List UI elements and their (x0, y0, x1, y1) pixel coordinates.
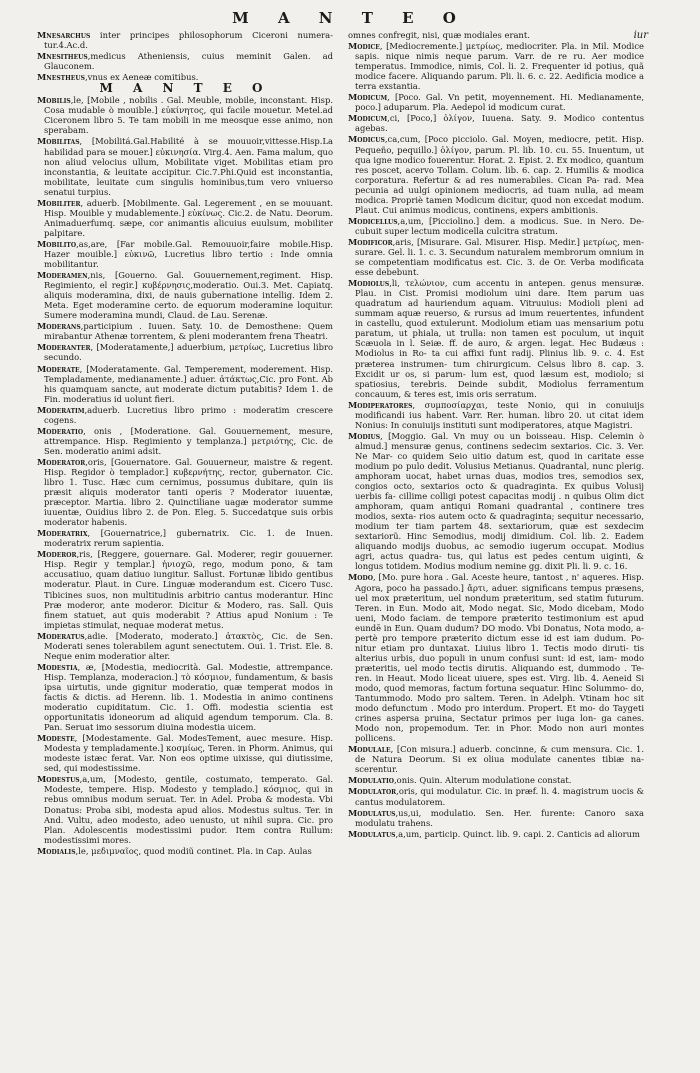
dictionary-entry (37, 549, 333, 629)
entry-headword: Moderanter (37, 342, 91, 353)
entry-definition: ,medicus Atheniensis, cuius meminit Galen. ad Glauconem. (44, 51, 333, 72)
entry-headword: Mobiliter (37, 197, 81, 208)
entry-definition: , [Moderatamente. Gal. Temperement, moderement. Hisp. Templadamente, medianamente.] aduer. ἀτάκτως,Cic. pro Font. Ab his quamquam sancte, aut moderate dictum putabitis? Idem 1. de Fin. moderatius id uolunt fieri. (44, 363, 333, 404)
entry-headword: Moderatrix (37, 528, 88, 539)
entry-definition: ,oris, [Gouernatore. Gal. Gouuerneur, maistre & regent. Hisp. Regidor ò templador.] κυβερνήτης, rector, gubernator. Cic. libro 1. Tusc. Hæc cum cernimus, possumus dubitare, quin iis præsit aliquis moderator tanti operis ? Moderator iuuentæ, præceptor. Martia. libro 2. Quinctiliane uagæ moderator summe iuuentæ, Ouidius libro 2. de Pon. Eleg. 5. Succedatque suis orbis moderator habenis. (44, 456, 333, 528)
entry-definition: ,a,um, particip. Quinct. lib. 9. capi. 2. Canticis ad aliorum (395, 828, 640, 839)
entry-headword: Moderamen (37, 270, 88, 281)
dictionary-entry (37, 774, 333, 844)
entry-headword: Modicellus (348, 215, 398, 226)
entry-headword: Modulale (348, 744, 391, 755)
entry-definition: , [Modestamente. Gal. ModesTement, auec mesure. Hisp. Modesta y templadamente.] κοσμίως, Teren. in Phorm. Animus, qui modeste istæc ferat. Var. Non eos optime uixisse, qui diutissime, sed, qui modestissime. (44, 733, 333, 774)
dictionary-entry (348, 572, 644, 743)
entry-definition: , onis , [Moderatione. Gal. Gouuernement, mesure, attrempance. Hisp. Regimiento y templanza.] μετριότης, Cic. de Sen. moderatio animi adsit. (44, 425, 333, 456)
dictionary-entry (37, 198, 333, 238)
dictionary-entry (37, 30, 333, 50)
entry-definition: , [Moggio. Gal. Vn muy ou un boisseau. Hisp. Celemin ò almud.] mensuræ genus, continens sedecim sextarios. Cic. 3. Ver. Ne Mar- co quidem Seio uitio datum est, quod in caritate esse modium po pulo dedit. Volusius Metianus. Quadrantal, nunc plerig. amphoram uocat, habet urnas duas, modios tres, semodios sex, congios octo, sextarios octo & quadraginta. Ex quibus Volusij uerbis fa- cillime colligi potest capacitas modij . n quibus Olim dict amphoram, quam antiqui Romani quadrantal , continere tres modios, sexta- rios autem octo & quadraginta; sequitur necessario, modium ter tiam partem 48. sextariorum, quæ est sexdecim sextariorũ. Hinc Semodius, modij dimidium. Col. lib. 2. Eadem aliquando modijs duobus, ac semodio iugerum occupat. Modius agri, actus quadra- tus, qui latus est pedes centum uiginti, & longus totidem. Modius modium nemine gg. dixit Pli. li. 9. c. 16. (355, 430, 644, 572)
entry-definition: , aduerb. [Mobilmente. Gal. Legerement , en se mouuant. Hisp. Mouible y mudablemente.] εὐκίνως. Cic.2. de Natu. Deorum. Animaduerfumq. sæpe, cor animantis alicuius euulsum, mobiliter palpitare. (44, 197, 333, 238)
entry-definition: , [Mediocremente.] μετρίως, mediocriter. Pla. in Mil. Modice sapis. nique nimis neque parum. Varr. de re ru. Aer modice temperatus. Immodice, nimis, Col. li. 2. Frequenter id potius, quã modice facere. Aliquando parum. Pli. li. 6. c. 22. Aedificia modice a terra exstantia. (355, 41, 644, 92)
dictionary-entry (37, 270, 333, 320)
dictionary-entry (37, 239, 333, 269)
running-head: M A N T E O (232, 9, 468, 27)
entry-definition: ,aduerb. Lucretius libro primo : moderatim crescere cogens. (44, 404, 333, 425)
entry-headword: Modiolus (348, 278, 390, 289)
right-column (348, 30, 644, 840)
dictionary-entry (37, 342, 333, 362)
entry-definition: ,as,are, [Far mobile.Gal. Remouuoir,faire mobile.Hisp. Hazer mouible.] εὐκινῶ, Lucretius libro tertio : Inde omnia mobilitantur. (44, 238, 333, 270)
entry-headword: Mobilis (37, 95, 71, 106)
entry-definition: ,le, [Mobile , nobilis . Gal. Meuble, mobile, inconstant. Hisp. Cosa mudable ò mouible.] εὐκίνητος, qui facile mouetur. Metel.ad Ciceronem libro 5. Te tam mobili in me meosque esse animo, non sperabam. (44, 95, 333, 136)
entry-headword: Modeste (37, 733, 75, 744)
dictionary-entry (37, 321, 333, 341)
entry-definition: , æ, [Modestia, mediocrità. Gal. Modestie, attrempance. Hisp. Templanza, moderacion.] τὸ κόσμιον, fundamentum, & basis ipsa uirtutis, unde gignitur moderatio, quæ temperat modos in factis & dictis. ad Herenn. lib. 1. Modestia in animo continens moderatio cupiditatum. Cic. 1. Offi. modestia scientia est opportunitatis idoneorum ad aliquid agendum temporum. Cla. 8. Pan. Seruat imo sessorum diuina modestia uicem. (44, 661, 333, 733)
dictionary-entry (37, 51, 333, 71)
entry-headword: Mnestheus (37, 72, 85, 83)
entry-headword: Modulatus (348, 807, 396, 818)
entry-headword: Modestia (37, 661, 78, 672)
dictionary-entry (348, 41, 644, 91)
entry-definition: , [Moderatamente,] aduerbium, μετρίως, Lucretius libro secundo. (44, 342, 333, 363)
dictionary-entry (348, 786, 644, 806)
entry-definition: ,li, τελώνιον, cum accentu in antepen. genus mensuræ. Plau. in Cist. Promisi modiolum uini dare. Item parum uas quadratum ad hauriendum aquam. Vitruuius: Modioli pleni ad summam aquæ reuerso, & rursus ad imum reuertentes, infundent in castellu, quod extulerunt. Modiolum etiam uas mensarium potu paratum, ut phiala, ut trulla: non tamen est poculum, ut inquit Scæuola in l. Seiæ. ff. de auro, & argen. legat. Hec Budæus : Modiolus in Ro- ta cui affixi funt radij. Plinius lib. 9. c. 4. Est præterea instrumen- tum chirurgicum. Celsus libro 8. cap. 3. Excidit ur os, si parum- lum est, quod læsum est, modiolo; si spatiosius, terebris. Deinde subdit, Modiolus ferramentum concauum, & teres est, imis oris serratum. (355, 278, 644, 399)
entry-definition: ,participium . Iuuen. Saty. 10. de Demosthene: Quem mirabantur Athenæ torrentem, & pleni moderantem frena Theatri. (44, 321, 333, 342)
entry-definition: , [Con misura.] aduerb. concinne, & cum mensura. Cic. 1. de Natura Deorum. Si ex oliua modulate canentes tibiæ na- scerentur. (355, 744, 644, 775)
entry-headword: Mobilito (37, 238, 77, 249)
entry-definition: ,aris, [Misurare. Gal. Misurer. Hisp. Medir.] μετρίως, men- surare. Gel. li. 1. c. 3. Secundum naturalem membrorum omnium in se competentiam modificatus est. Cic. 3. de Or. Verba modificata esse debebunt. (355, 236, 644, 278)
entry-headword: Modicum (348, 113, 388, 124)
dictionary-entry (348, 431, 644, 572)
dictionary-entry (348, 92, 644, 112)
entry-headword: Modiperatores (348, 399, 413, 410)
dictionary-entry (348, 134, 644, 214)
entry-headword: Moderans (37, 321, 81, 332)
entry-definition: , [Mo. pure hora . Gal. Aceste heure, tantost , n' aqueres. Hisp. Agora, poco ha passado.] ἄρτι, aduer. significans tempus præsens, uel mox præteritum, uel nondum præteritum, sed statim futurum. Teren. in Eun. Modo ait, Modo negat. Sic, Modo dicebam, Modo ueni, Modo faciam. de tempore præterito testimonium est apud eundē in Eun. Quam dudum? DO modo. Vbi Donatus, Nota modo, a- pertè pro tempore præterito dictum esse id est iam dudum. Po- nitur etiam pro duntaxat. Liuius libro 1. Tectis modo diruti- tis alterius urbis, duo populi in unum confusi sunt: id est, iam- modo præteritis, uel modo tectis dirutis. Aliquando est, dummodo . Te- ren. in Heaut. Modo liceat uiuere, spes est. Virg. lib. 4. Aeneid Si modo, quod memoras, factum fortuna sequatur. Hinc Solummo- do, Tantummodo. Modo pro saltem. Teren. in Adelph. Vtinam hoc sit modo defunctum . Modo pro interdum. Propert. Et mo- do Taygeti crines aspersa pruina, Sectatur primos per iuga lon- ga canes. Modo non, propemodum. Ter. in Phor. Modo non auri montes pollicens. (355, 572, 644, 744)
entry-definition: ,a,um, [Picciolino.] dem. a modicus. Sue. in Nero. De- cubuit super lectum modicella culcitra stratum. (355, 215, 644, 236)
entry-definition: ,nis, [Gouerno. Gal. Gouuernement,regiment. Hisp. Regimiento, el regir.] κυβέρνησις,moderatio. Oui.3. Met. Capiatq. aliquis moderamina, dixi, de nauis gubernatione intellig. Idem 2. Meta. Eget moderamine certo. de equorum moderamine loquitur. Sumere moderamina mundi, Claud. de Lau. Serenæ. (44, 270, 333, 321)
entry-headword: Mnesitheus (37, 51, 88, 62)
dictionary-entry (348, 237, 644, 277)
entry-headword: Mnesarchus (37, 30, 91, 40)
entry-definition: , [Gouernatrice,] gubernatrix. Cic. 1. de Inuen. moderatrix rerum sapientia. (44, 528, 333, 549)
entry-headword: Moderatim (37, 404, 85, 415)
dictionary-entry (37, 405, 333, 425)
entry-definition: ,a,um, [Modesto, gentile, costumato, temperato. Gal. Modeste, tempere. Hisp. Modesto y templado.] κόσμιος, qui in rebus omnibus modum seruat. Ter. in Adel. Proba & modesta. Vbi Donatus: Proba sibi, modesta apud alios. Modestus sultus. Ter. in And. Vultu, adeo modesto, adeo uenusto, ut nihil supra. Cic. pro Plan. Adolescentis modestissimi pudor. Item contra Rullum: modestissimi mores. (44, 774, 333, 845)
entry-headword: Modius (348, 430, 381, 441)
entry-definition: , [Mobilitá.Gal.Habilité à se mouuoir,vittesse.Hisp.La habilidad para se mouer.] εὐκινησία. Virg.4. Aen. Fama malum, quo non aliud velocius ullum, Mobilitate viget. Mobilitas etiam pro inconstantia, & leuitate accipitur. Cic.7.Phi.Quid est inconstantia, mobilitate, leuitate cum singulis hominibus,tum vero vniuerso senatui turpius. (44, 136, 333, 197)
dictionary-entry (348, 113, 644, 133)
entry-headword: Moderator (37, 456, 86, 467)
entry-definition: , [Poco. Gal. Vn petit, moyennement. Hi. Medianamente, poco.] aduparum. Pla. Aedepol id modicum curat. (355, 92, 644, 113)
entry-headword: Modulator (348, 786, 397, 797)
entry-headword: Modicus (348, 134, 385, 145)
entry-definition: , συμποσίαρχαι, teste Nonio, qui in conuiuijs modificandi ius habent. Varr. Rer. human. libro 20. ut citat idem Nonius: In conuiuijs instituti sunt modiperatores, atque Magistri. (355, 399, 644, 430)
entry-headword: Mobilitas (37, 136, 80, 147)
entry-headword: Moderor (37, 549, 77, 560)
entry-definition: ,onis. Quin. Alterum modulatione constat. (393, 775, 572, 786)
page-mark: iur (633, 30, 648, 41)
dictionary-entry (348, 216, 644, 236)
entry-definition: ,adie. [Moderato, moderato.] ἀτακτὸς, Cic. de Sen. Moderati senes tolerabilem agunt senectutem. Oui. 1. Trist. Ele. 8. Neque enim moderatior alter. (44, 630, 333, 661)
entry-headword: Modo (348, 572, 373, 583)
entry-definition: ,le, μεδιμναῖος, quod modiũ continet. Pla. in Cap. Aulas (75, 845, 312, 856)
dictionary-entry (348, 744, 644, 774)
entry-headword: Modialis (37, 845, 76, 856)
dictionary-entry (348, 808, 644, 828)
dictionary-entry (37, 426, 333, 456)
entry-headword: Modulatus (348, 828, 396, 839)
dictionary-entry (37, 631, 333, 661)
dictionary-entry (37, 733, 333, 773)
dictionary-entry (37, 136, 333, 196)
entry-headword: Moderatus (37, 630, 85, 641)
dictionary-entry (348, 829, 644, 839)
entry-definition: ,ca,cum, [Poco picciolo. Gal. Moyen, mediocre, petit. Hisp. Pequeño, pequillo.] ὀλίγον, parum. Pl. lib. 10. cu. 55. Inuentum, ut qua igne modico fouerentur. Horat. 2. Epist. 2. Ex modico, quantum res poscet, acervo Tollam. Colum. lib. 6. cap. 2. Humilis & modica corporatura. Refertur & ad res numerabiles. Cican Pa- rad. Mea pecunia ad uulgi opinionem mediocris, ad tuam nulla, ad meam modica. Propriè tamen Modicum dicitur, quod non excedat modum. Plaut. Cui animus modicus, continens, expers ambitionis. (355, 134, 644, 215)
dictionary-entry (37, 662, 333, 732)
entry-headword: Modice (348, 41, 380, 52)
dictionary-entry (37, 457, 333, 527)
entry-definition: ,oris, qui modulatur. Cic. in præf. li. 4. magistrum uocis & cantus modulatorem. (355, 786, 644, 807)
dictionary-entry (37, 528, 333, 548)
dictionary-entry (348, 400, 644, 430)
entry-definition: ,ci, [Poco,] ὀλίγον, Iuuena. Saty. 9. Modico contentus agebas. (355, 113, 644, 134)
left-column (37, 30, 333, 857)
dictionary-entry (37, 95, 333, 135)
entry-definition: ,ris, [Reggere, gouernare. Gal. Moderer, regir gouuerner. Hisp. Regir y templar.] ἡνιοχῶ, rego, modum pono, & tam accusatiuo, quam datiuo iungitur. Sallust. Fortunæ libido gentibus moderatur. Plaut. in Cure. Linguæ moderandum est. Cicero Tusc. Tibicines suos, non multitudinis arbitrio cantus moderantur. Hinc Præ moderor, ante moderor. Dicitur & Modero, ras. Sall. Quis finem statuet, aut quis moderabit ? Attius apud Nonium : Te impietas stimulat, nequae moderat metus. (44, 549, 333, 630)
entry-headword: Modulatio (348, 775, 394, 786)
entry-headword: Modicum (348, 92, 388, 103)
section-separator: M A N T E O (99, 81, 271, 96)
dictionary-entry (348, 278, 644, 399)
entry-headword: Modificor (348, 236, 393, 247)
entry-definition: ,vnus ex Aeneæ comitibus. (84, 72, 199, 83)
dictionary-entry (37, 364, 333, 404)
dictionary-entry (348, 775, 644, 785)
entry-headword: Modestus (37, 774, 80, 785)
entry-definition: inter principes philosophorum Ciceroni numera- tur.4.Ac.d. (44, 30, 333, 51)
dictionary-entry (37, 846, 333, 856)
entry-headword: Moderatio (37, 425, 84, 436)
entry-continuation: omnes confregit, nisi, quæ modiales erant. (348, 30, 530, 40)
entry-definition: ,us,ui, modulatio. Sen. Her. furente: Canoro saxa modulatu trahens. (355, 807, 644, 828)
entry-headword: Moderate (37, 363, 80, 374)
